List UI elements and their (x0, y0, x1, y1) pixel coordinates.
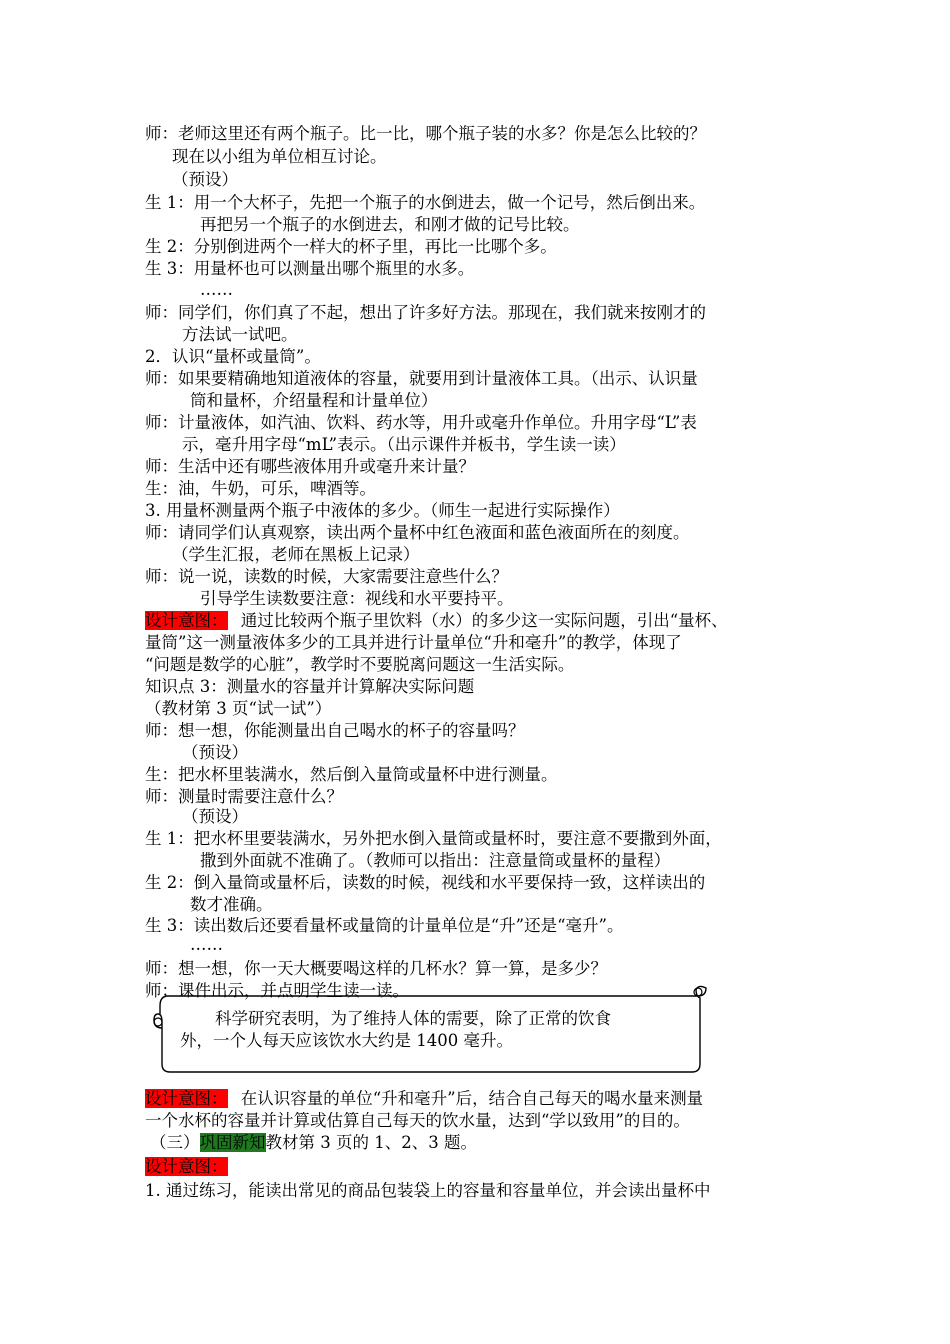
text-line: 师：请同学们认真观察，读出两个量杯中红色液面和蓝色液面所在的刻度。 (145, 523, 690, 542)
text-line: 师：课件出示，并点明学生读一读。 (145, 981, 409, 1000)
text-line: 师：同学们，你们真了不起，想出了许多好方法。那现在，我们就来按刚才的 (145, 303, 706, 322)
text-line: 引导学生读数要注意：视线和水平要持平。 (200, 589, 514, 608)
text-line: 现在以小组为单位相互讨论。 (172, 147, 387, 166)
text-line: 生：把水杯里装满水，然后倒入量筒或量杯中进行测量。 (145, 765, 558, 784)
text-line: 筒和量杯，介绍量程和计量单位） (190, 391, 438, 410)
text-line: 生：油，牛奶，可乐，啤酒等。 (145, 479, 376, 498)
text-line: （学生汇报，老师在黑板上记录） (172, 545, 420, 564)
text-line: 数才准确。 (190, 895, 273, 914)
text-line: 生 3：读出数后还要看量杯或量筒的计量单位是“升”还是“毫升”。 (145, 916, 624, 935)
text-line: 教材第 3 页的 1、2、3 题。 (265, 1133, 477, 1152)
design-intent-paragraph (145, 1088, 703, 1110)
text-line: （教材第 3 页“试一试”） (145, 699, 332, 718)
text-line: （预设） (182, 743, 248, 762)
text-line: “问题是数学的心脏”，教学时不要脱离问题这一生活实际。 (145, 655, 575, 674)
text-line: 方法试一试吧。 (182, 325, 298, 344)
callout-text: 科学研究表明，为了维持人体的需要，除了正常的饮食 (215, 1009, 611, 1028)
text-line: 在认识容量的单位“升和毫升”后，结合自己每天的喝水量来测量 (240, 1089, 704, 1108)
text-line: 生 3：用量杯也可以测量出哪个瓶里的水多。 (145, 259, 475, 278)
text-line: …… (190, 935, 223, 954)
design-intent-label: 设计意图： (145, 1089, 228, 1108)
text-line: 生 2：倒入量筒或量杯后，读数的时候，视线和水平要保持一致，这样读出的 (145, 873, 706, 892)
text-line: 师：想一想，你一天大概要喝这样的几杯水？算一算，是多少？ (145, 959, 607, 978)
text-line: 2．认识“量杯或量筒”。 (145, 347, 321, 366)
text-line: 撒到外面就不准确了。（教师可以指出：注意量筒或量杯的量程） (200, 851, 671, 870)
section-number: （三） (150, 1133, 200, 1152)
design-intent-label: 设计意图： (145, 1157, 228, 1176)
text-line: 一个水杯的容量并计算或估算自己每天的饮水量，达到“学以致用”的目的。 (145, 1111, 690, 1130)
text-line: 师：生活中还有哪些液体用升或毫升来计量？ (145, 457, 475, 476)
text-line: 再把另一个瓶子的水倒进去，和刚才做的记号比较。 (200, 215, 580, 234)
text-line: 示，毫升用字母“mL”表示。（出示课件并板书，学生读一读） (182, 435, 626, 454)
text-line: …… (200, 280, 233, 299)
knowledge-point-heading: 知识点 3：测量水的容量并计算解决实际问题 (145, 677, 475, 696)
text-line: （预设） (182, 807, 248, 826)
text-line: 生 2：分别倒进两个一样大的杯子里，再比一比哪个多。 (145, 237, 557, 256)
consolidate-label: 巩固新知 (199, 1133, 266, 1152)
text-line: 师：计量液体，如汽油、饮料、药水等，用升或毫升作单位。升用字母“L”表 (145, 413, 697, 432)
text-line: 量筒”这一测量液体多少的工具并进行计量单位“升和毫升”的教学，体现了 (145, 633, 682, 652)
text-line: 生 1：把水杯里要装满水，另外把水倒入量筒或量杯时，要注意不要撒到外面， (145, 829, 722, 848)
text-line: 师：测量时需要注意什么？ (145, 787, 343, 806)
text-line: 师：如果要精确地知道液体的容量，就要用到计量液体工具。（出示、认识量 (145, 369, 698, 388)
text-line: 3. 用量杯测量两个瓶子中液体的多少。（师生一起进行实际操作） (145, 501, 620, 520)
design-intent-label: 设计意图： (145, 611, 228, 630)
text-line: 师：老师这里还有两个瓶子。比一比，哪个瓶子装的水多？你是怎么比较的？ (145, 124, 706, 143)
text-line: 师：说一说，读数的时候，大家需要注意些什么？ (145, 567, 508, 586)
callout-text: 外，一个人每天应该饮水大约是 1400 毫升。 (180, 1031, 513, 1050)
text-line: 生 1：用一个大杯子，先把一个瓶子的水倒进去，做一个记号，然后倒出来。 (145, 193, 706, 212)
text-line: 1. 通过练习，能读出常见的商品包装袋上的容量和容量单位，并会读出量杯中 (145, 1181, 711, 1200)
text-line: （预设） (172, 170, 238, 189)
section-heading (150, 1132, 477, 1154)
design-intent-paragraph (145, 1156, 228, 1178)
text-line: 通过比较两个瓶子里饮料（水）的多少这一实际问题，引出“量杯、 (240, 611, 728, 630)
text-line: 师：想一想，你能测量出自己喝水的杯子的容量吗？ (145, 721, 525, 740)
design-intent-paragraph (145, 610, 728, 632)
